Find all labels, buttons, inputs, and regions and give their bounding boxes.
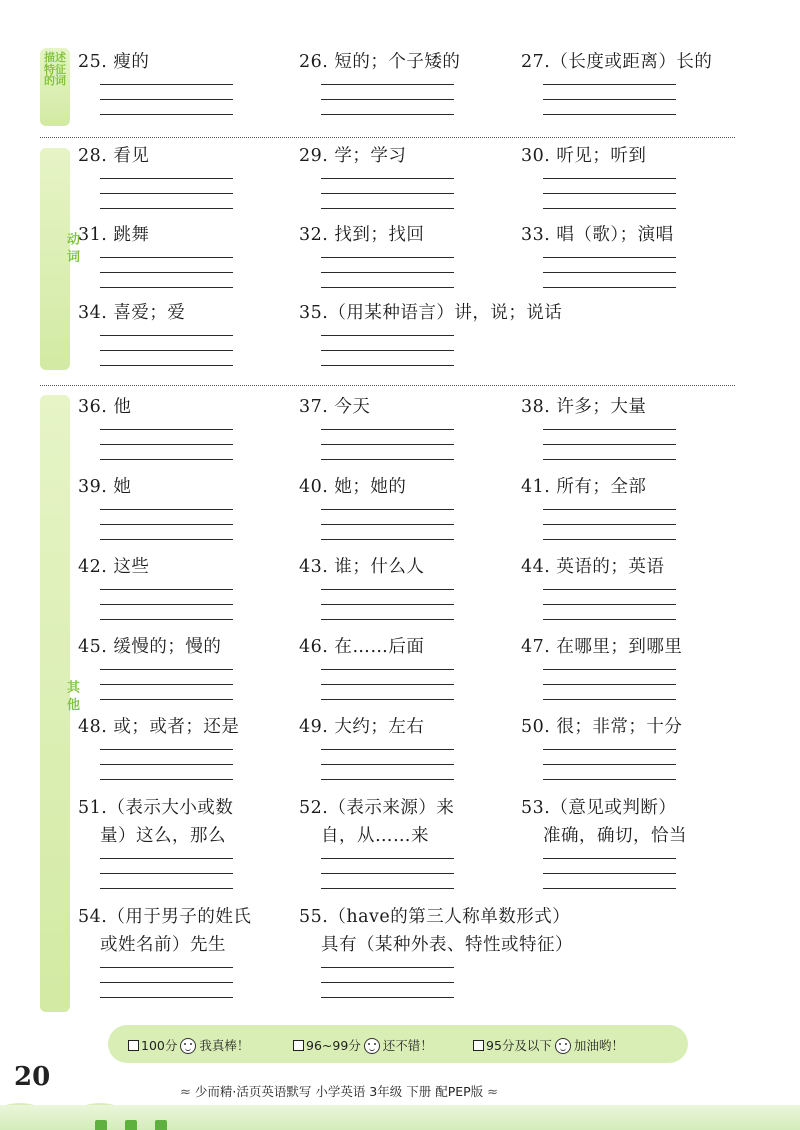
item-label: 32. 找到；找回 xyxy=(299,225,425,245)
vocab-item-51 xyxy=(78,794,293,903)
checkbox-icon[interactable] xyxy=(128,1040,139,1051)
score-label: 96~99分 xyxy=(306,1038,361,1053)
score-label: 100分 xyxy=(141,1038,178,1053)
item-label: 40. 她；她的 xyxy=(299,477,407,497)
answer-lines[interactable] xyxy=(321,858,454,889)
item-label: 38. 许多；大量 xyxy=(521,397,647,417)
answer-lines[interactable] xyxy=(100,858,233,889)
item-label-line2: 具有（某种外表、特性或特征） xyxy=(321,935,573,955)
item-label: 46. 在……后面 xyxy=(299,637,425,657)
item-label: 25. 瘦的 xyxy=(78,52,150,72)
item-label-line2: 准确，确切，恰当 xyxy=(543,826,687,846)
item-label: 54.（用于男子的姓氏 xyxy=(78,907,252,927)
vocab-item-53 xyxy=(521,794,736,903)
answer-lines[interactable] xyxy=(543,84,676,115)
section-label-others: 其 他 xyxy=(64,680,79,711)
score-comment: 我真棒！ xyxy=(199,1038,250,1053)
answer-lines[interactable] xyxy=(321,429,454,460)
score-comment: 还不错！ xyxy=(382,1038,433,1053)
vocab-item-29 xyxy=(299,142,514,223)
item-label: 45. 缓慢的；慢的 xyxy=(78,637,222,657)
checkbox-icon[interactable] xyxy=(293,1040,304,1051)
vocab-item-55 xyxy=(299,903,719,1012)
wave-decoration-icon: ≈ xyxy=(487,1085,499,1100)
item-label: 34. 喜爱；爱 xyxy=(78,303,186,323)
item-label: 53.（意见或判断） xyxy=(521,798,677,818)
answer-lines[interactable] xyxy=(321,669,454,700)
answer-lines[interactable] xyxy=(321,509,454,540)
answer-lines[interactable] xyxy=(321,257,454,288)
answer-lines[interactable] xyxy=(100,589,233,620)
answer-lines[interactable] xyxy=(100,257,233,288)
item-label: 52.（表示来源）来 xyxy=(299,798,455,818)
answer-lines[interactable] xyxy=(543,178,676,209)
vocab-item-47 xyxy=(521,633,736,714)
item-label: 39. 她 xyxy=(78,477,132,497)
answer-lines[interactable] xyxy=(100,509,233,540)
vocab-item-45 xyxy=(78,633,293,714)
item-label: 35.（用某种语言）讲，说；说话 xyxy=(299,303,563,323)
vocab-item-54 xyxy=(78,903,293,1012)
score-option-95-below[interactable] xyxy=(473,1036,624,1054)
footer-strip xyxy=(0,1105,800,1130)
vocab-item-27 xyxy=(521,48,736,129)
vocab-item-39 xyxy=(78,473,293,554)
item-label: 26. 短的；个子矮的 xyxy=(299,52,461,72)
score-option-100[interactable] xyxy=(128,1036,249,1054)
answer-lines[interactable] xyxy=(321,335,454,366)
score-label: 95分及以下 xyxy=(486,1038,552,1053)
smiley-face-icon xyxy=(555,1038,571,1054)
vocab-item-30 xyxy=(521,142,736,223)
smiley-face-icon xyxy=(180,1038,196,1054)
answer-lines[interactable] xyxy=(543,509,676,540)
answer-lines[interactable] xyxy=(100,178,233,209)
answer-lines[interactable] xyxy=(543,589,676,620)
vocab-item-34 xyxy=(78,299,293,380)
section-label-verbs: 动 词 xyxy=(64,232,79,263)
vocab-item-25 xyxy=(78,48,293,129)
item-label: 36. 他 xyxy=(78,397,132,417)
item-label: 48. 或；或者；还是 xyxy=(78,717,240,737)
score-bar xyxy=(108,1025,688,1063)
vocab-item-41 xyxy=(521,473,736,554)
vocab-item-28 xyxy=(78,142,293,223)
item-label: 27.（长度或距离）长的 xyxy=(521,52,713,72)
vocab-item-43 xyxy=(299,553,514,634)
section-label-descriptive: 描述特征的词 xyxy=(44,51,66,88)
vocab-item-32 xyxy=(299,221,514,302)
item-label-line2: 自，从……来 xyxy=(321,826,429,846)
item-label: 49. 大约；左右 xyxy=(299,717,425,737)
checkbox-icon[interactable] xyxy=(473,1040,484,1051)
vocab-item-42 xyxy=(78,553,293,634)
score-comment: 加油哟！ xyxy=(573,1038,624,1053)
item-label: 30. 听见；听到 xyxy=(521,146,647,166)
vocab-item-49 xyxy=(299,713,514,794)
vocab-item-48 xyxy=(78,713,293,794)
answer-lines[interactable] xyxy=(100,429,233,460)
vocab-item-44 xyxy=(521,553,736,634)
vocab-item-38 xyxy=(521,393,736,474)
item-label-line2: 或姓名前）先生 xyxy=(100,935,226,955)
item-label: 43. 谁；什么人 xyxy=(299,557,425,577)
item-label: 33. 唱（歌）；演唱 xyxy=(521,225,674,245)
vocab-item-37 xyxy=(299,393,514,474)
vocab-item-26 xyxy=(299,48,514,129)
decoration xyxy=(155,1120,167,1130)
book-info-text: 少而精·活页英语默写 小学英语 3年级 下册 配PEP版 xyxy=(194,1084,484,1099)
item-label-line2: 量）这么，那么 xyxy=(100,826,226,846)
section-divider xyxy=(40,385,735,386)
item-label: 51.（表示大小或数 xyxy=(78,798,234,818)
vocab-item-52 xyxy=(299,794,514,903)
vocab-item-31 xyxy=(78,221,293,302)
answer-lines[interactable] xyxy=(321,749,454,780)
vocab-item-40 xyxy=(299,473,514,554)
item-label: 47. 在哪里；到哪里 xyxy=(521,637,683,657)
item-label: 31. 跳舞 xyxy=(78,225,150,245)
answer-lines[interactable] xyxy=(321,178,454,209)
item-label: 37. 今天 xyxy=(299,397,371,417)
answer-lines[interactable] xyxy=(321,967,454,998)
decoration xyxy=(125,1120,137,1130)
item-label: 28. 看见 xyxy=(78,146,150,166)
decoration xyxy=(95,1120,107,1130)
answer-lines[interactable] xyxy=(321,589,454,620)
answer-lines[interactable] xyxy=(100,669,233,700)
item-label: 41. 所有；全部 xyxy=(521,477,647,497)
answer-lines[interactable] xyxy=(543,669,676,700)
vocab-item-33 xyxy=(521,221,736,302)
answer-lines[interactable] xyxy=(321,84,454,115)
answer-lines[interactable] xyxy=(543,429,676,460)
answer-lines[interactable] xyxy=(543,257,676,288)
answer-lines[interactable] xyxy=(100,967,233,998)
answer-lines[interactable] xyxy=(100,84,233,115)
item-label: 50. 很；非常；十分 xyxy=(521,717,683,737)
page-number: 20 xyxy=(14,1062,51,1092)
answer-lines[interactable] xyxy=(543,749,676,780)
item-label: 29. 学；学习 xyxy=(299,146,407,166)
answer-lines[interactable] xyxy=(100,749,233,780)
wave-decoration-icon: ≈ xyxy=(180,1085,191,1100)
vocab-item-35 xyxy=(299,299,699,380)
item-label: 55.（have的第三人称单数形式） xyxy=(299,907,571,927)
item-label: 42. 这些 xyxy=(78,557,150,577)
vocab-item-50 xyxy=(521,713,736,794)
smiley-face-icon xyxy=(364,1038,380,1054)
score-option-96-99[interactable] xyxy=(293,1036,433,1054)
item-label: 44. 英语的；英语 xyxy=(521,557,665,577)
answer-lines[interactable] xyxy=(543,858,676,889)
vocab-item-46 xyxy=(299,633,514,714)
section-divider xyxy=(40,137,735,138)
answer-lines[interactable] xyxy=(100,335,233,366)
vocab-item-36 xyxy=(78,393,293,474)
